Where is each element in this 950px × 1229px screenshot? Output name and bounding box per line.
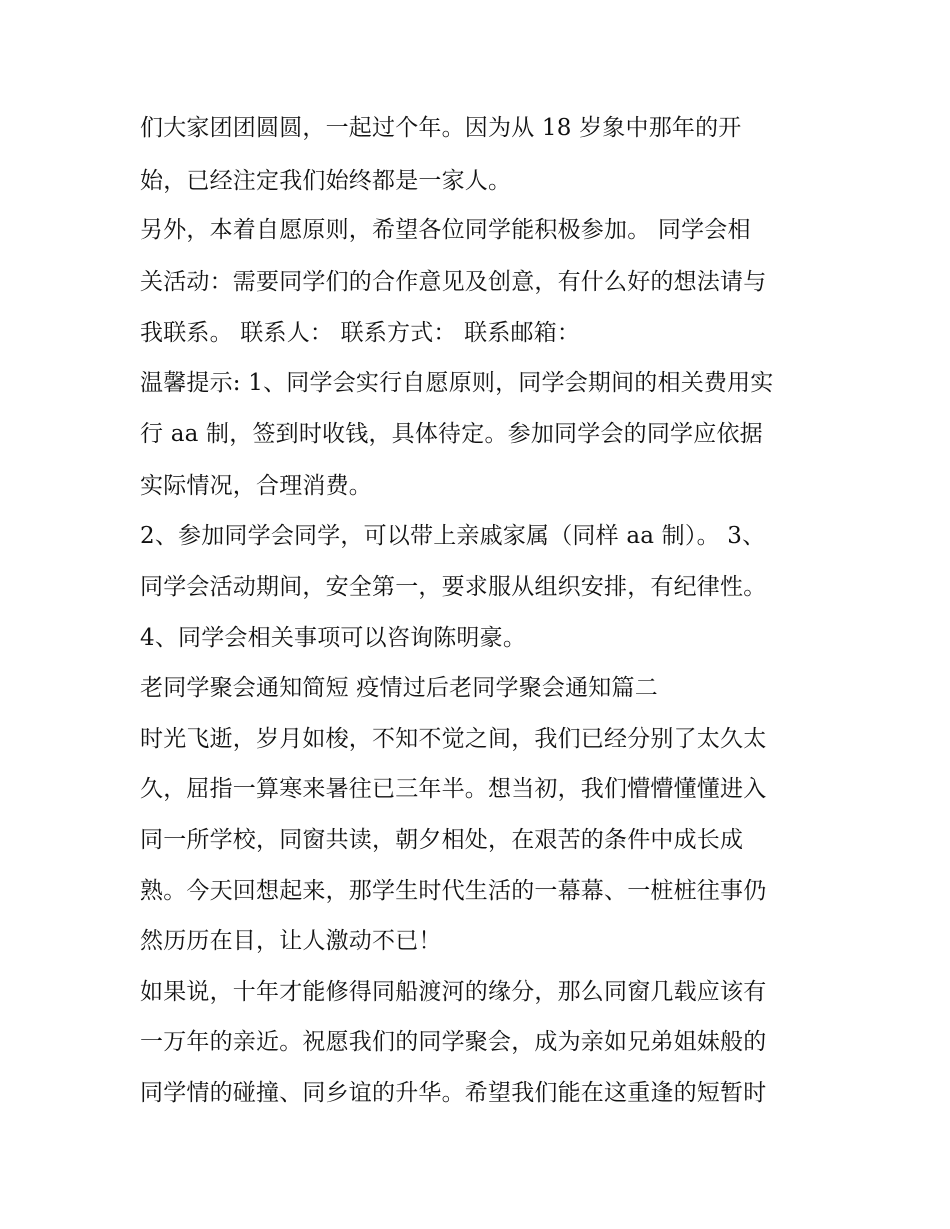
- text-line: 我联系。 联系人： 联系方式： 联系邮箱：: [140, 320, 581, 346]
- text-line: 温馨提示: 1、同学会实行自愿原则，同学会期间的相关费用实: [140, 370, 774, 396]
- text-line: 时光飞逝，岁月如梭，不知不觉之间，我们已经分别了太久太: [140, 726, 767, 752]
- text-line: 同一所学校，同窗共读，朝夕相处，在艰苦的条件中成长成: [140, 827, 744, 853]
- text-line: 另外，本着自愿原则，希望各位同学能积极参加。 同学会相: [140, 217, 751, 243]
- text-line: 同学情的碰撞、同乡谊的升华。希望我们能在这重逢的短暂时: [140, 1080, 767, 1106]
- text-line: 如果说，十年才能修得同船渡河的缘分，那么同窗几载应该有: [140, 979, 767, 1005]
- text-line: 行 aa 制，签到时收钱，具体待定。参加同学会的同学应依据: [140, 421, 763, 447]
- text-line: 4、同学会相关事项可以咨询陈明豪。: [140, 625, 527, 651]
- text-line: 久，屈指一算寒来暑往已三年半。想当初，我们懵懵懂懂进入: [140, 776, 767, 802]
- text-line: 关活动：需要同学们的合作意见及创意，有什么好的想法请与: [140, 269, 767, 295]
- text-line: 实际情况，合理消费。: [140, 473, 372, 499]
- text-line: 同学会活动期间，安全第一，要求服从组织安排，有纪律性。: [140, 574, 767, 600]
- text-line: 然历历在目，让人激动不已！: [140, 928, 442, 954]
- text-line: 熟。今天回想起来，那学生时代生活的一幕幕、一桩桩往事仍: [140, 878, 767, 904]
- text-line: 2、参加同学会同学，可以带上亲戚家属（同样 aa 制）。 3、: [140, 523, 766, 549]
- text-line: 一万年的亲近。祝愿我们的同学聚会，成为亲如兄弟姐妹般的: [140, 1029, 767, 1055]
- text-line: 始，已经注定我们始终都是一家人。: [140, 168, 512, 194]
- section-heading: 老同学聚会通知简短 疫情过后老同学聚会通知篇二: [140, 675, 658, 701]
- text-line: 们大家团团圆圆，一起过个年。因为从 18 岁象中那年的开: [140, 115, 742, 141]
